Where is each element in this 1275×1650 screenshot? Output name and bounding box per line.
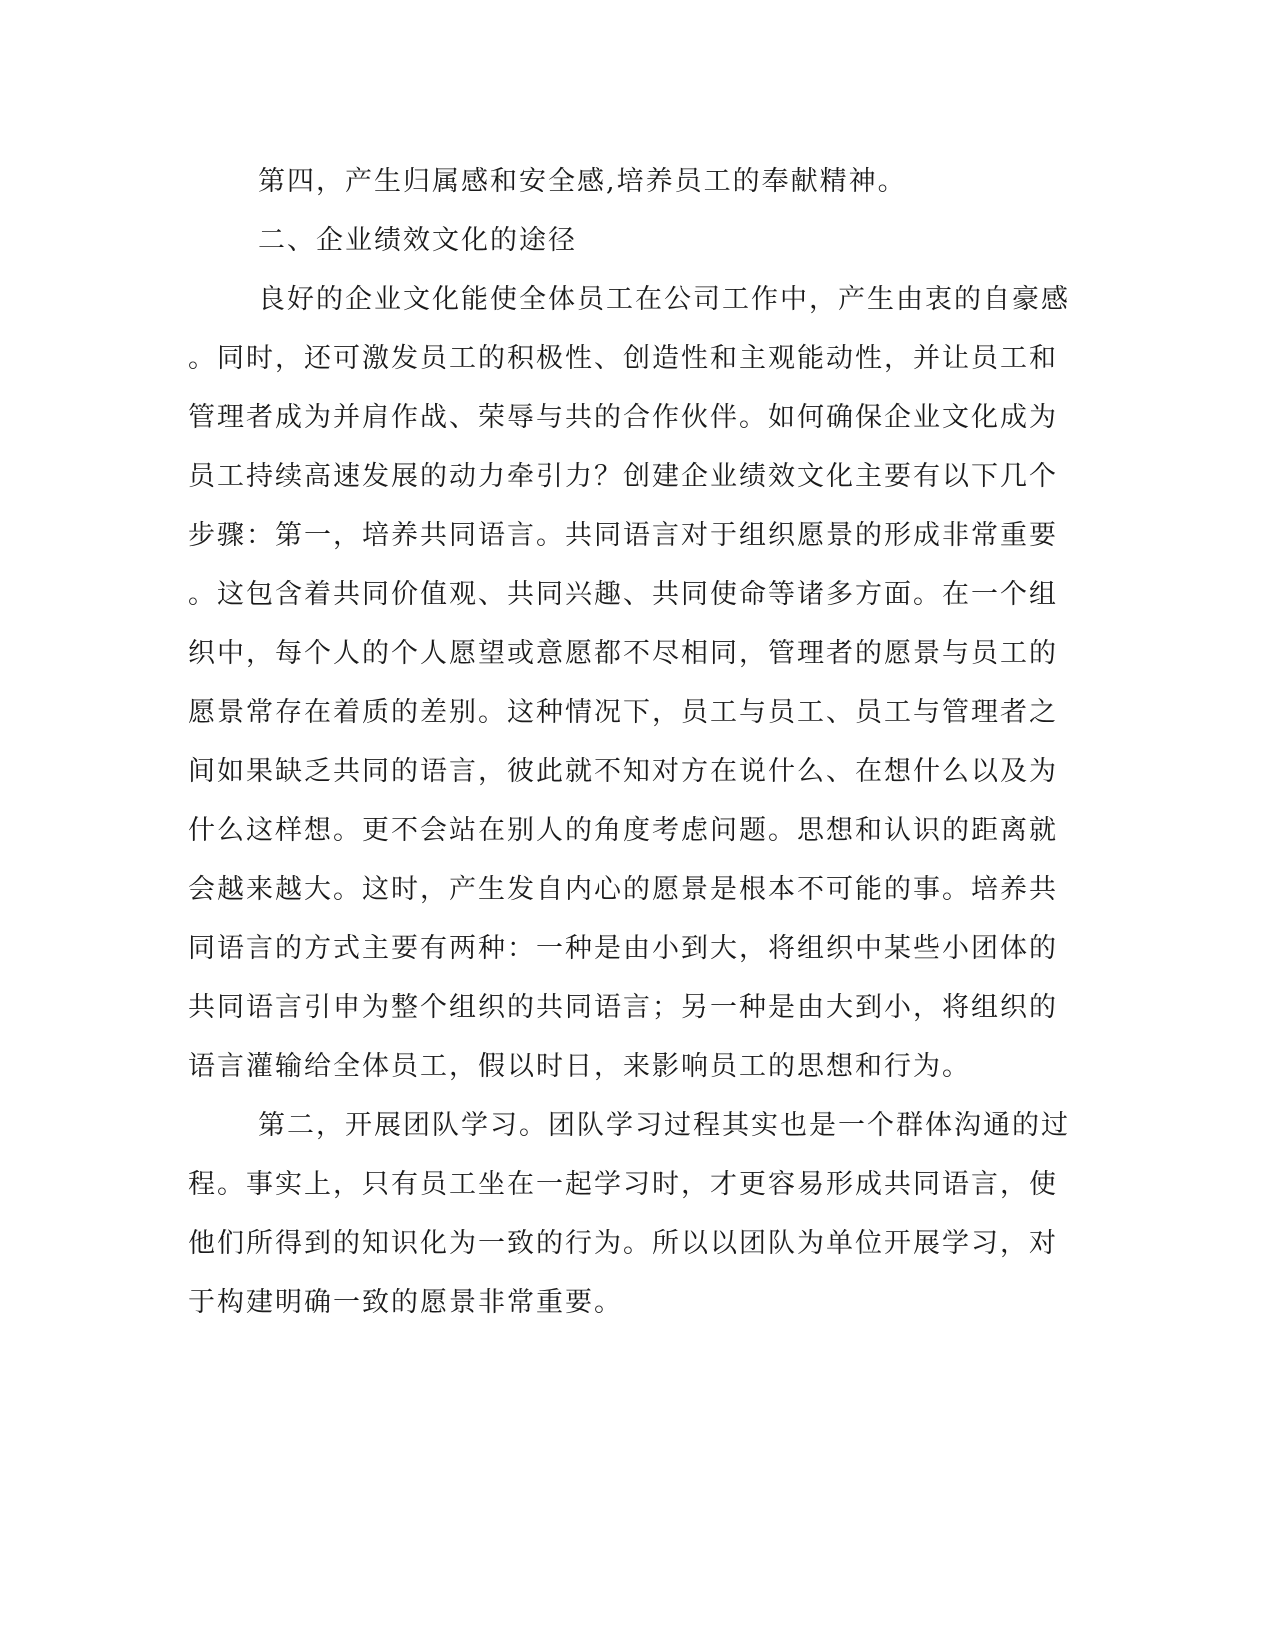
paragraph-line: 什么这样想。更不会站在别人的角度考虑问题。思想和认识的距离就: [188, 815, 1058, 846]
paragraph-line: 织中，每个人的个人愿望或意愿都不尽相同，管理者的愿景与员工的: [188, 638, 1058, 669]
paragraph-line: 他们所得到的知识化为一致的行为。所以以团队为单位开展学习，对: [188, 1228, 1058, 1259]
paragraph-line: 良好的企业文化能使全体员工在公司工作中，产生由衷的自豪感: [258, 284, 1070, 315]
paragraph-line: 会越来越大。这时，产生发自内心的愿景是根本不可能的事。培养共: [188, 874, 1058, 905]
paragraph-line: 愿景常存在着质的差别。这种情况下，员工与员工、员工与管理者之: [188, 697, 1058, 728]
paragraph-line: 于构建明确一致的愿景非常重要。: [188, 1287, 623, 1318]
paragraph-line: 第二，开展团队学习。团队学习过程其实也是一个群体沟通的过: [258, 1110, 1070, 1141]
paragraph-line: 语言灌输给全体员工，假以时日，来影响员工的思想和行为。: [188, 1051, 971, 1082]
paragraph-line: 。同时，还可激发员工的积极性、创造性和主观能动性，并让员工和: [188, 343, 1058, 374]
paragraph-line: 程。事实上，只有员工坐在一起学习时，才更容易形成共同语言，使: [188, 1169, 1058, 1200]
paragraph-line: 管理者成为并肩作战、荣辱与共的合作伙伴。如何确保企业文化成为: [188, 402, 1058, 433]
paragraph-line: 共同语言引申为整个组织的共同语言；另一种是由大到小，将组织的: [188, 992, 1058, 1023]
section-heading: 二、企业绩效文化的途径: [258, 225, 577, 256]
paragraph-line: 。这包含着共同价值观、共同兴趣、共同使命等诸多方面。在一个组: [188, 579, 1058, 610]
paragraph-line: 第四，产生归属感和安全感,培养员工的奉献精神。: [258, 166, 907, 197]
paragraph-line: 间如果缺乏共同的语言，彼此就不知对方在说什么、在想什么以及为: [188, 756, 1058, 787]
paragraph-line: 步骤：第一，培养共同语言。共同语言对于组织愿景的形成非常重要: [188, 520, 1058, 551]
paragraph-line: 同语言的方式主要有两种：一种是由小到大，将组织中某些小团体的: [188, 933, 1058, 964]
paragraph-line: 员工持续高速发展的动力牵引力？创建企业绩效文化主要有以下几个: [188, 461, 1058, 492]
